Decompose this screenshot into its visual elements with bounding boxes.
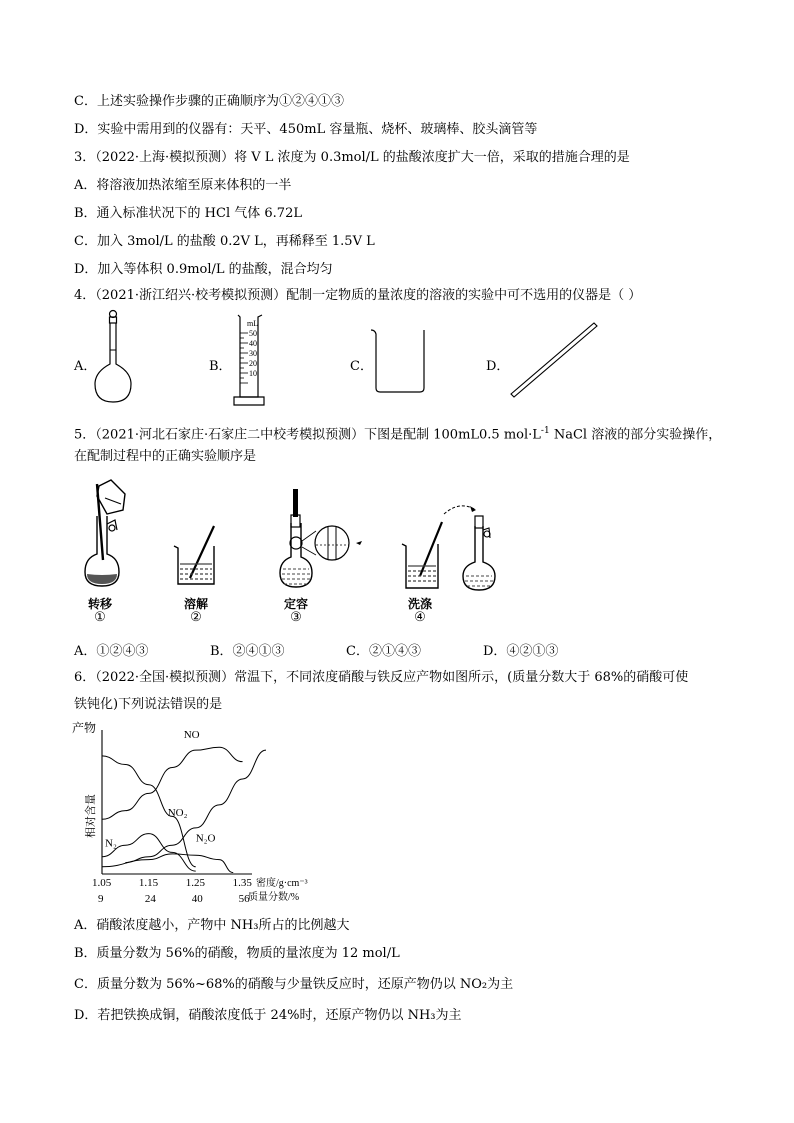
cylinder-tick-20: 20	[249, 359, 257, 368]
volume-number: ③	[290, 610, 302, 625]
volume-caption: 定容	[283, 597, 308, 611]
nitric-acid-products-chart	[70, 718, 340, 908]
transfer-number: ①	[94, 610, 106, 625]
q4-option-a-label: A．	[74, 359, 97, 374]
series-label-3: N₂	[105, 837, 117, 850]
q5-stem-sup: -1	[540, 426, 550, 436]
q6-option-d: D．若把铁换成铜，硝酸浓度低于 24%时，还原产物仍以 NH₃为主	[74, 1008, 462, 1023]
chart-xlabel: 密度/g·cm⁻³	[256, 878, 308, 889]
series-label-1: NO	[183, 729, 200, 742]
q5-option-c: C．②①④③	[346, 644, 421, 659]
q6-stem-line2: 铁钝化)下列说法错误的是	[74, 697, 223, 712]
volume-step-figure	[276, 485, 376, 591]
series-label-0	[106, 718, 126, 719]
q3-option-c: C．加入 3mol/L 的盐酸 0.2V L，再稀释至 1.5V L	[74, 234, 375, 249]
q6-option-c: C．质量分数为 56%~68%的硝酸与少量铁反应时，还原产物仍以 NO₂为主	[74, 977, 514, 992]
q2-option-d: D．实验中需用到的仪器有：天平、450mL 容量瓶、烧杯、玻璃棒、胶头滴管等	[74, 122, 538, 137]
wash-number: ④	[414, 610, 426, 625]
cylinder-unit: mL	[247, 319, 259, 328]
chart-ylabel-top: 产物	[72, 721, 97, 735]
q4-stem: 4．（2021·浙江绍兴·校考模拟预测）配制一定物质的量浓度的溶液的实验中可不选用的仪器是（ ）	[74, 288, 642, 303]
x-tick-0: 1.05	[92, 877, 112, 889]
q3-option-b: B．通入标准状况下的 HCl 气体 6.72L	[74, 206, 302, 221]
cylinder-tick-10: 10	[249, 369, 257, 378]
cylinder-tick-40: 40	[249, 339, 257, 348]
x-tick-1: 1.15	[138, 877, 159, 889]
x-tick-3: 1.35	[232, 877, 252, 889]
dissolve-step-figure	[170, 522, 222, 588]
q2-option-c: C．上述实验操作步骤的正确顺序为①②④①③	[74, 94, 344, 109]
q6-option-b: B．质量分数为 56%的硝酸，物质的量浓度为 12 mol/L	[74, 946, 400, 961]
transfer-step-figure	[75, 476, 145, 591]
dissolve-number: ②	[190, 610, 202, 625]
q5-option-a: A．①②④③	[74, 644, 149, 659]
glass-rod-icon	[508, 320, 600, 400]
x-tick2-2: 40	[191, 893, 203, 905]
q4-option-c-label: C．	[350, 359, 373, 374]
x-tick2-1: 24	[144, 893, 156, 905]
q5-option-b: B．②④①③	[210, 644, 285, 659]
q5-stem-line2: 在配制过程中的正确实验顺序是	[74, 449, 257, 464]
cylinder-tick-30: 30	[249, 349, 257, 358]
dissolve-caption: 溶解	[183, 597, 208, 611]
q4-option-d-label: D．	[486, 359, 510, 374]
q3-stem: 3．（2022·上海·模拟预测）将 V L 浓度为 0.3mol/L 的盐酸浓度扩大一倍，采取的措施合理的是	[74, 150, 630, 165]
graduated-cylinder-icon	[228, 313, 270, 409]
beaker-icon	[368, 326, 432, 396]
series-line-4	[102, 854, 233, 873]
q3-option-a: A．将溶液加热浓缩至原来体积的一半	[74, 178, 292, 193]
x-tick2-0: 9	[98, 893, 104, 905]
q5-stem-part2: NaCl 溶液的部分实验操作，	[549, 427, 722, 443]
series-line-2	[125, 750, 266, 862]
x-tick-2: 1.25	[185, 877, 205, 889]
q5-stem-line1	[74, 422, 721, 444]
chart-ylabel: 相对含量	[85, 794, 97, 838]
q5-option-d: D．④②①③	[483, 644, 559, 659]
series-label-2: NO₂	[167, 806, 188, 819]
volumetric-flask-icon	[92, 306, 142, 406]
cylinder-tick-50: 50	[249, 329, 257, 338]
q5-stem-part1: 5．（2021·河北石家庄·石家庄二中校考模拟预测）下图是配制 100mL0.5 mol·L	[74, 427, 541, 443]
x-tick2-3: 56	[238, 893, 250, 905]
q4-option-b-label: B．	[209, 359, 232, 374]
transfer-caption: 转移	[87, 597, 112, 611]
q6-stem-line1: 6．（2022·全国·模拟预测）常温下，不同浓度硝酸与铁反应产物如图所示，(质量分数大于 68%的硝酸可使	[74, 670, 689, 685]
chart-xlabel2: 质量分数/%	[248, 892, 300, 903]
q6-option-a: A．硝酸浓度越小，产物中 NH₃所占的比例越大	[74, 918, 350, 933]
series-label-4: N₂O	[195, 832, 216, 845]
wash-caption: 洗涤	[407, 597, 432, 611]
wash-step-figure	[396, 500, 506, 592]
q3-option-d: D．加入等体积 0.9mol/L 的盐酸，混合均匀	[74, 262, 333, 277]
